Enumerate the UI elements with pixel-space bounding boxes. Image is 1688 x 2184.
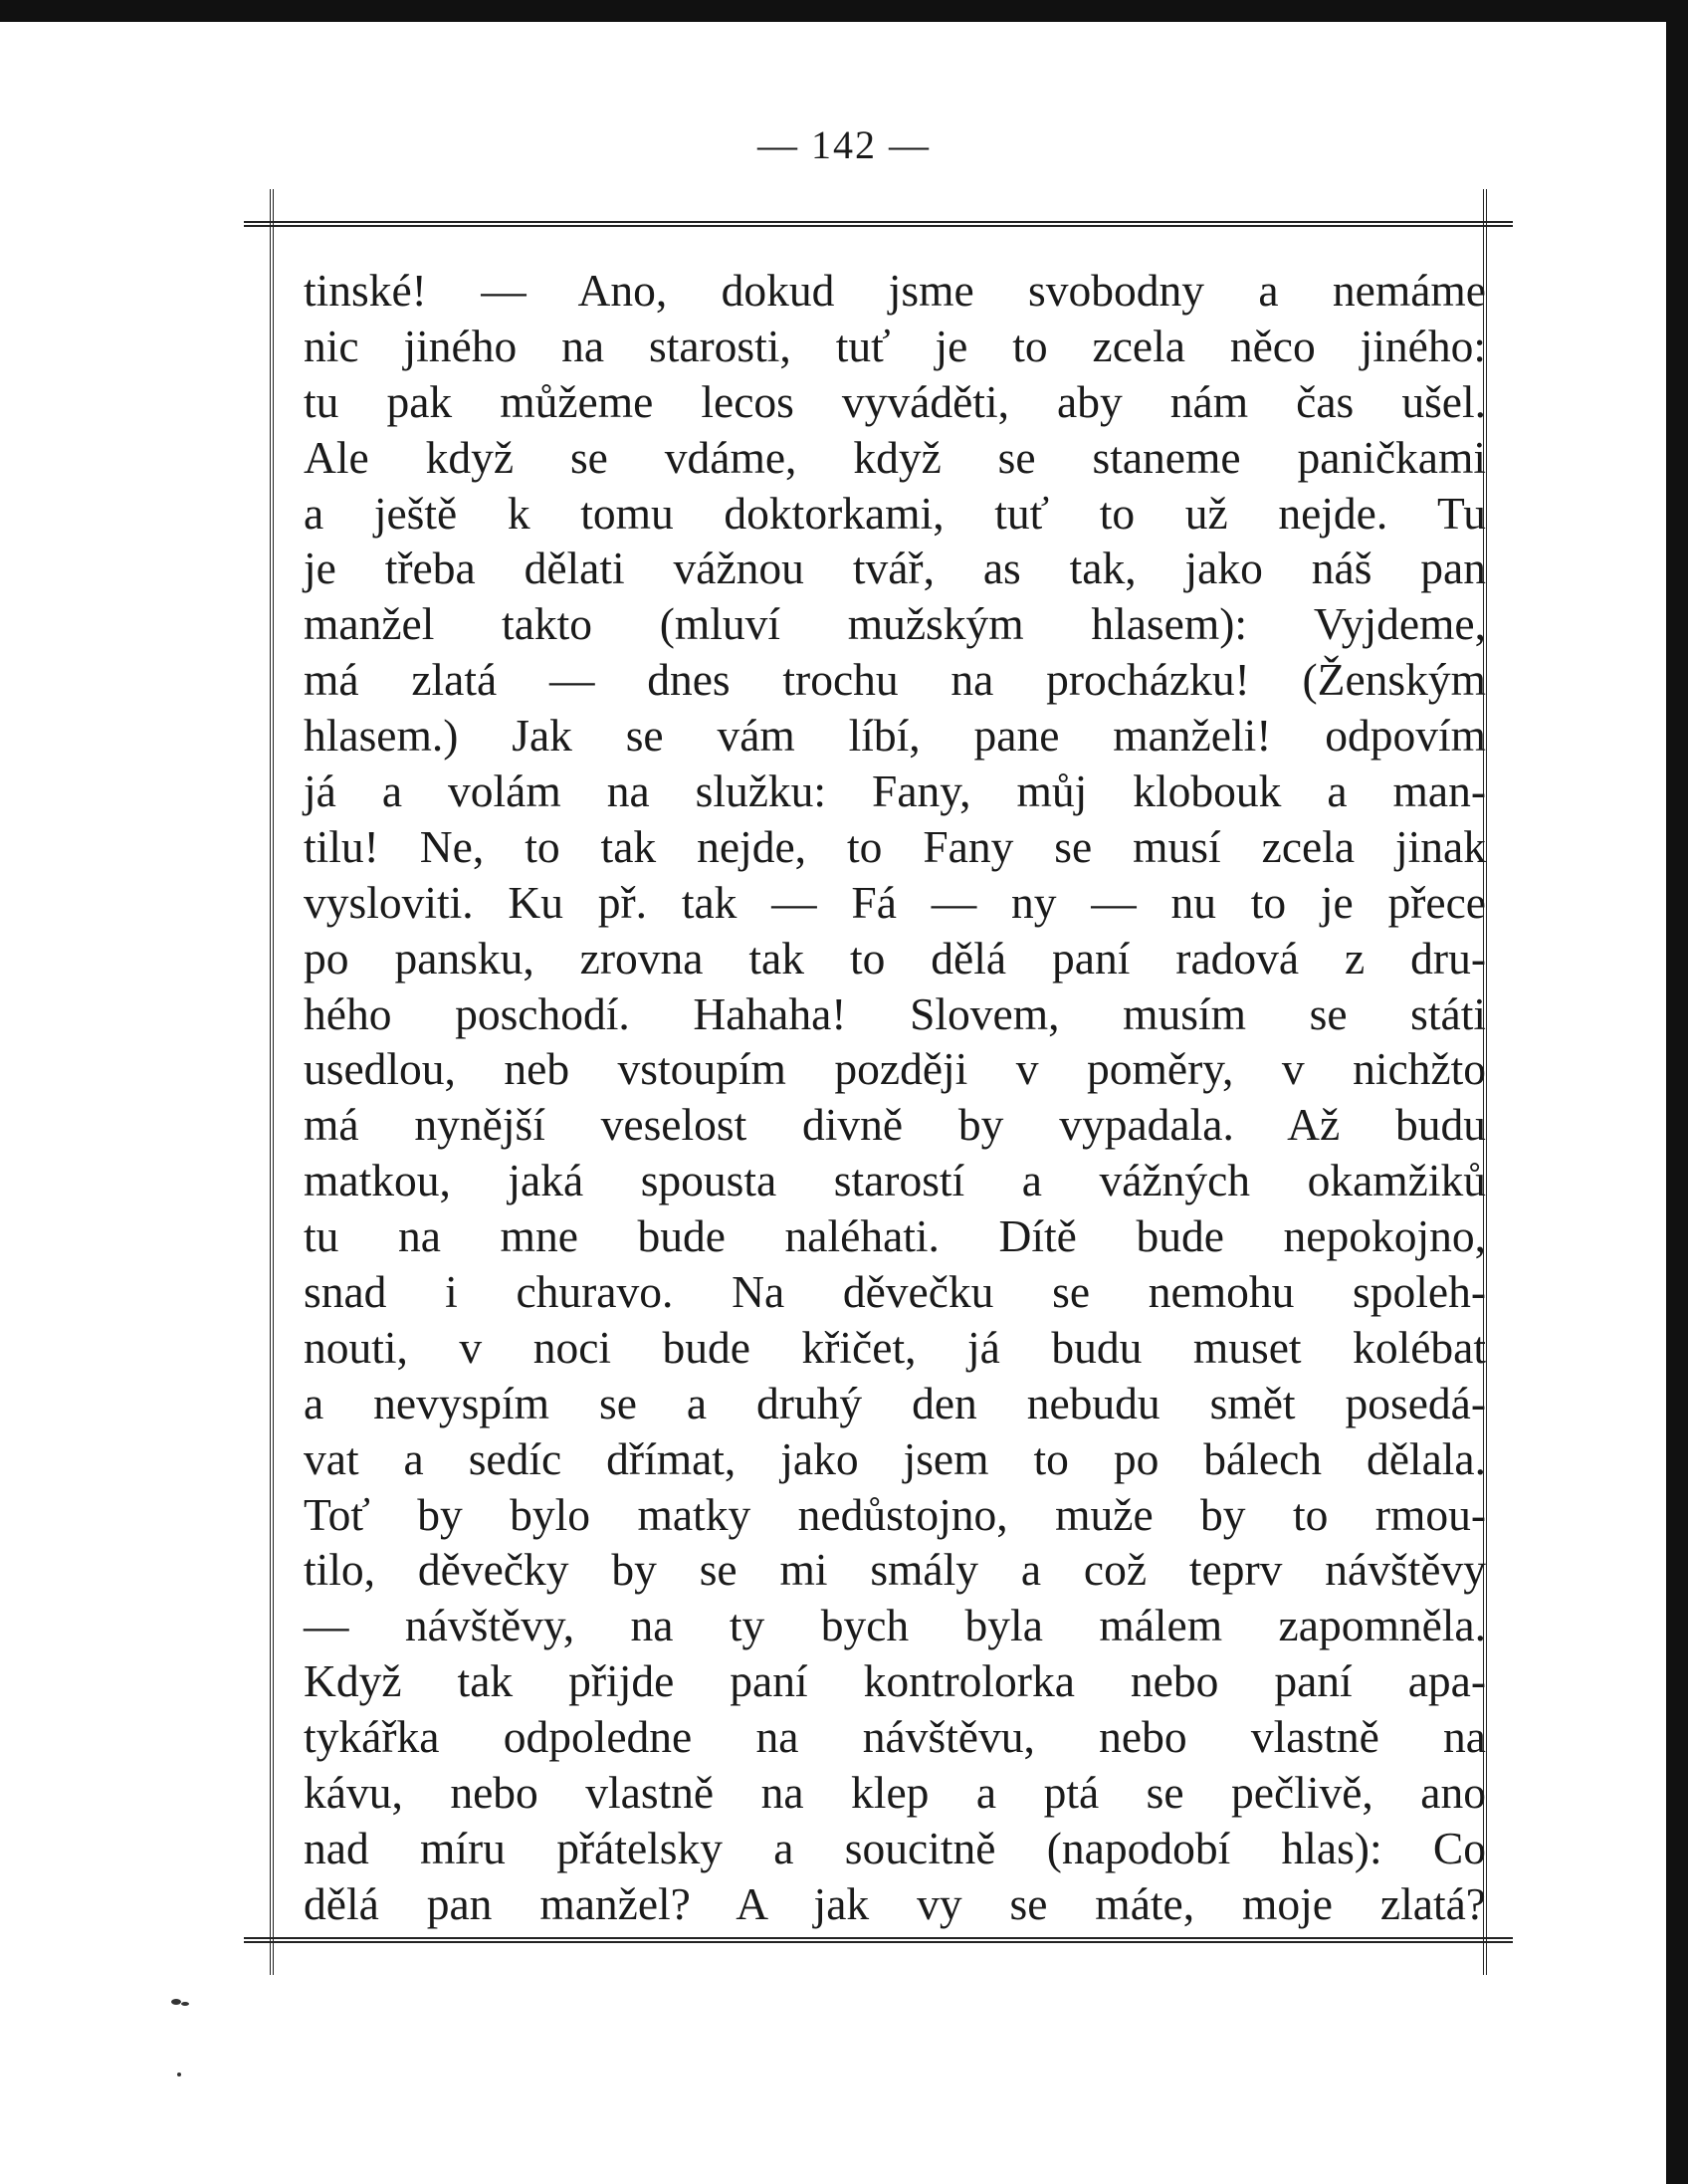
body-text — [304, 263, 1486, 1932]
text-line: tilo, děvečky by se mi smály a což teprv návštěvy — [304, 1544, 1486, 1596]
text-line: hého poschodí. Hahaha! Slovem, musím se státi — [304, 987, 1486, 1039]
text-line: nouti, v noci bude křičet, já budu muset kolébat — [304, 1321, 1486, 1373]
text-line: kávu, nebo vlastně na klep a ptá se pečlivě, ano — [304, 1767, 1486, 1819]
text-line: a nevyspím se a druhý den nebudu smět posedá- — [304, 1377, 1486, 1428]
text-line: vat a sedíc dřímat, jako jsem to po bálech dělala. — [304, 1432, 1486, 1484]
text-line: nad míru přátelsky a soucitně (napodobí hlas): Co — [304, 1822, 1486, 1873]
text-line: tu pak můžeme lecos vyváděti, aby nám čas ušel. — [304, 375, 1486, 427]
scan-edge-right — [1666, 0, 1688, 2184]
text-line: Ale když se vdáme, když se staneme paničkami — [304, 431, 1486, 483]
text-line: má zlatá — dnes trochu na procházku! (Ženským — [304, 654, 1486, 706]
text-line: Když tak přijde paní kontrolorka nebo paní apa- — [304, 1655, 1486, 1707]
text-line: Toť by bylo matky nedůstojno, muže by to rmou- — [304, 1488, 1486, 1540]
scan-speck — [181, 2002, 189, 2006]
scan-speck — [177, 2073, 181, 2076]
text-line: po pansku, zrovna tak to dělá paní radová z dru- — [304, 932, 1486, 983]
text-line: snad i churavo. Na děvečku se nemohu spoleh- — [304, 1266, 1486, 1318]
text-line: hlasem.) Jak se vám líbí, pane manželi! odpovím — [304, 710, 1486, 762]
text-line: tilu! Ne, to tak nejde, to Fany se musí zcela jinak — [304, 820, 1486, 872]
scan-edge-top — [0, 0, 1688, 22]
text-line: — návštěvy, na ty bych byla málem zapomněla. — [304, 1600, 1486, 1651]
text-line: matkou, jaká spousta starostí a vážných okamžiků — [304, 1155, 1486, 1206]
text-line: manžel takto (mluví mužským hlasem): Vyjdeme, — [304, 598, 1486, 650]
text-line: já a volám na služku: Fany, můj klobouk a man- — [304, 765, 1486, 817]
text-line: dělá pan manžel? A jak vy se máte, moje zlatá? — [304, 1877, 1486, 1929]
text-line: je třeba dělati vážnou tvář, as tak, jako náš pan — [304, 543, 1486, 594]
scan-speck — [171, 1999, 181, 2005]
text-line: vysloviti. Ku př. tak — Fá — ny — nu to je přece — [304, 876, 1486, 928]
page-number: — 142 — — [757, 122, 931, 167]
text-line: a ještě k tomu doktorkami, tuť to už nejde. Tu — [304, 487, 1486, 539]
text-line: tinské! — Ano, dokud jsme svobodny a nemáme — [304, 265, 1486, 316]
text-line: tykářka odpoledne na návštěvu, nebo vlastně na — [304, 1711, 1486, 1763]
text-line: nic jiného na starosti, tuť je to zcela něco jiného: — [304, 320, 1486, 371]
text-line: má nynější veselost divně by vypadala. Až budu — [304, 1099, 1486, 1151]
text-line: usedlou, neb vstoupím později v poměry, v nichžto — [304, 1043, 1486, 1095]
text-line: tu na mne bude naléhati. Dítě bude nepokojno, — [304, 1210, 1486, 1262]
